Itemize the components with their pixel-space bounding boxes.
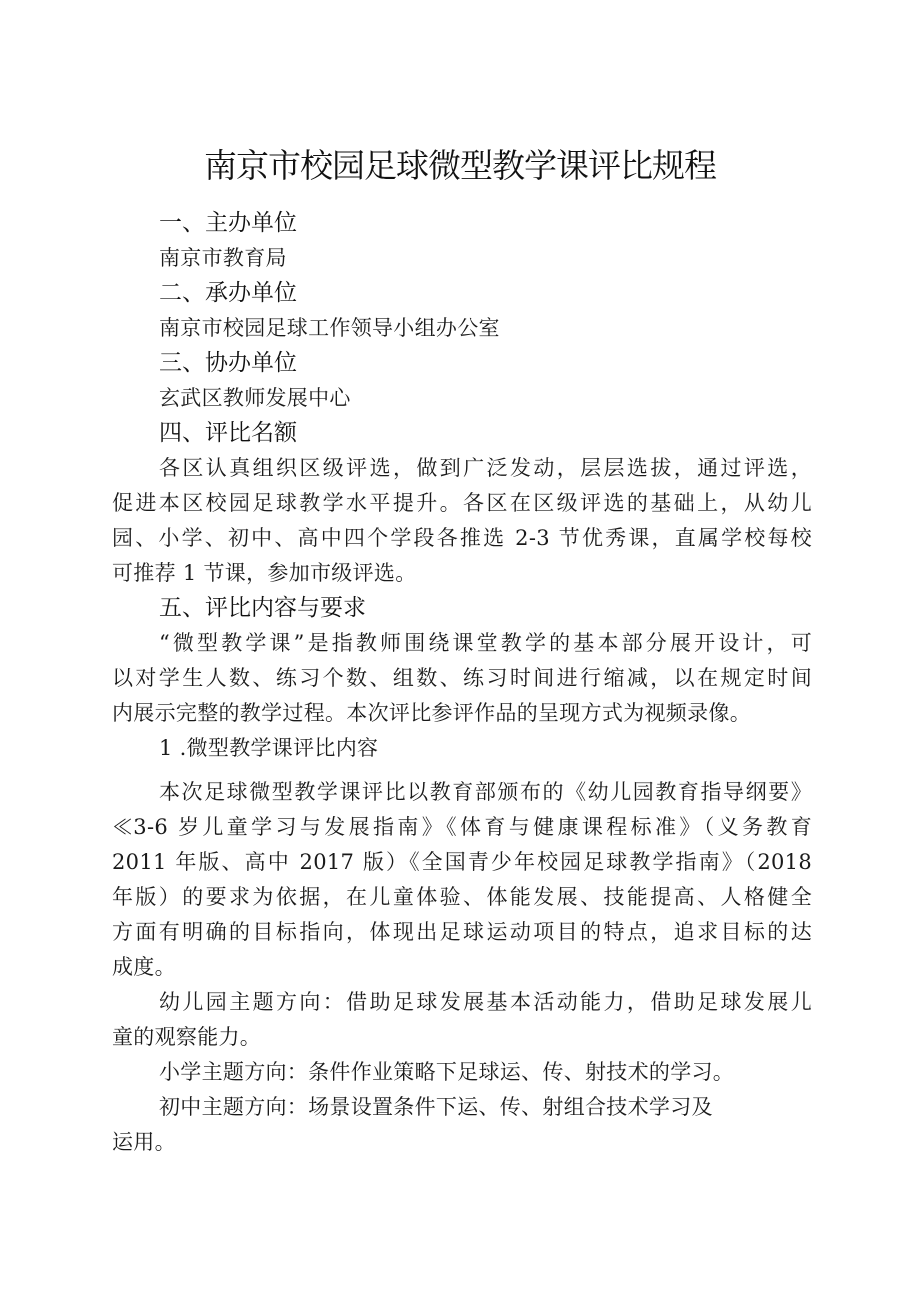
paragraph-line: 园、小学、初中、高中四个学段各推选 2-3 节优秀课，直属学校每校 bbox=[112, 526, 812, 550]
direction-primary: 小学主题方向：条件作业策略下足球运、传、射技术的学习。 bbox=[159, 1060, 735, 1084]
paragraph-line: 本次足球微型教学课评比以教育部颁布的《幼儿园教育指导纲要》 bbox=[159, 780, 812, 804]
paragraph-line: 2011 年版、高中 2017 版）《全国青少年校园足球教学指南》（2018 bbox=[112, 850, 812, 874]
section-heading-organizer: 一、主办单位 bbox=[159, 210, 297, 236]
document-body bbox=[112, 206, 812, 1160]
paragraph-line: 各区认真组织区级评选，做到广泛发动，层层选拔，通过评选， bbox=[159, 456, 812, 480]
direction-junior: 初中主题方向：场景设置条件下运、传、射组合技术学习及 bbox=[159, 1095, 713, 1119]
paragraph-line: 方面有明确的目标指向，体现出足球运动项目的特点，追求目标的达 bbox=[112, 920, 812, 944]
section-heading-content-requirements: 五、评比内容与要求 bbox=[159, 595, 366, 621]
paragraph-line: 以对学生人数、练习个数、组数、练习时间进行缩减，以在规定时间 bbox=[112, 666, 812, 690]
paragraph-line: 年版）的要求为依据，在儿童体验、体能发展、技能提高、人格健全 bbox=[112, 885, 812, 909]
paragraph-line: 成度。 bbox=[112, 955, 176, 979]
subsection-heading: 1 .微型教学课评比内容 bbox=[159, 736, 379, 760]
paragraph-line: ≪3-6 岁儿童学习与发展指南》《体育与健康课程标准》（义务教育 bbox=[112, 815, 812, 839]
paragraph-line: 促进本区校园足球教学水平提升。各区在区级评选的基础上，从幼儿 bbox=[112, 491, 812, 515]
paragraph-line: 内展示完整的教学过程。本次评比参评作品的呈现方式为视频录像。 bbox=[112, 701, 751, 725]
section-heading-host: 二、承办单位 bbox=[159, 280, 297, 306]
paragraph-line: 可推荐 1 节课，参加市级评选。 bbox=[112, 561, 417, 585]
direction-kindergarten-cont: 童的观察能力。 bbox=[112, 1025, 262, 1049]
paragraph-line: “微型教学课”是指教师围绕课堂教学的基本部分展开设计，可 bbox=[159, 631, 812, 655]
section-text-co-organizer: 玄武区教师发展中心 bbox=[159, 386, 351, 410]
direction-kindergarten: 幼儿园主题方向：借助足球发展基本活动能力，借助足球发展儿 bbox=[159, 990, 812, 1014]
document-title: 南京市校园足球微型教学课评比规程 bbox=[204, 146, 716, 185]
section-heading-co-organizer: 三、协办单位 bbox=[159, 350, 297, 376]
direction-junior-cont: 运用。 bbox=[112, 1130, 176, 1154]
section-heading-quota: 四、评比名额 bbox=[159, 420, 297, 446]
section-text-organizer: 南京市教育局 bbox=[159, 246, 287, 270]
section-text-host: 南京市校园足球工作领导小组办公室 bbox=[159, 316, 500, 340]
